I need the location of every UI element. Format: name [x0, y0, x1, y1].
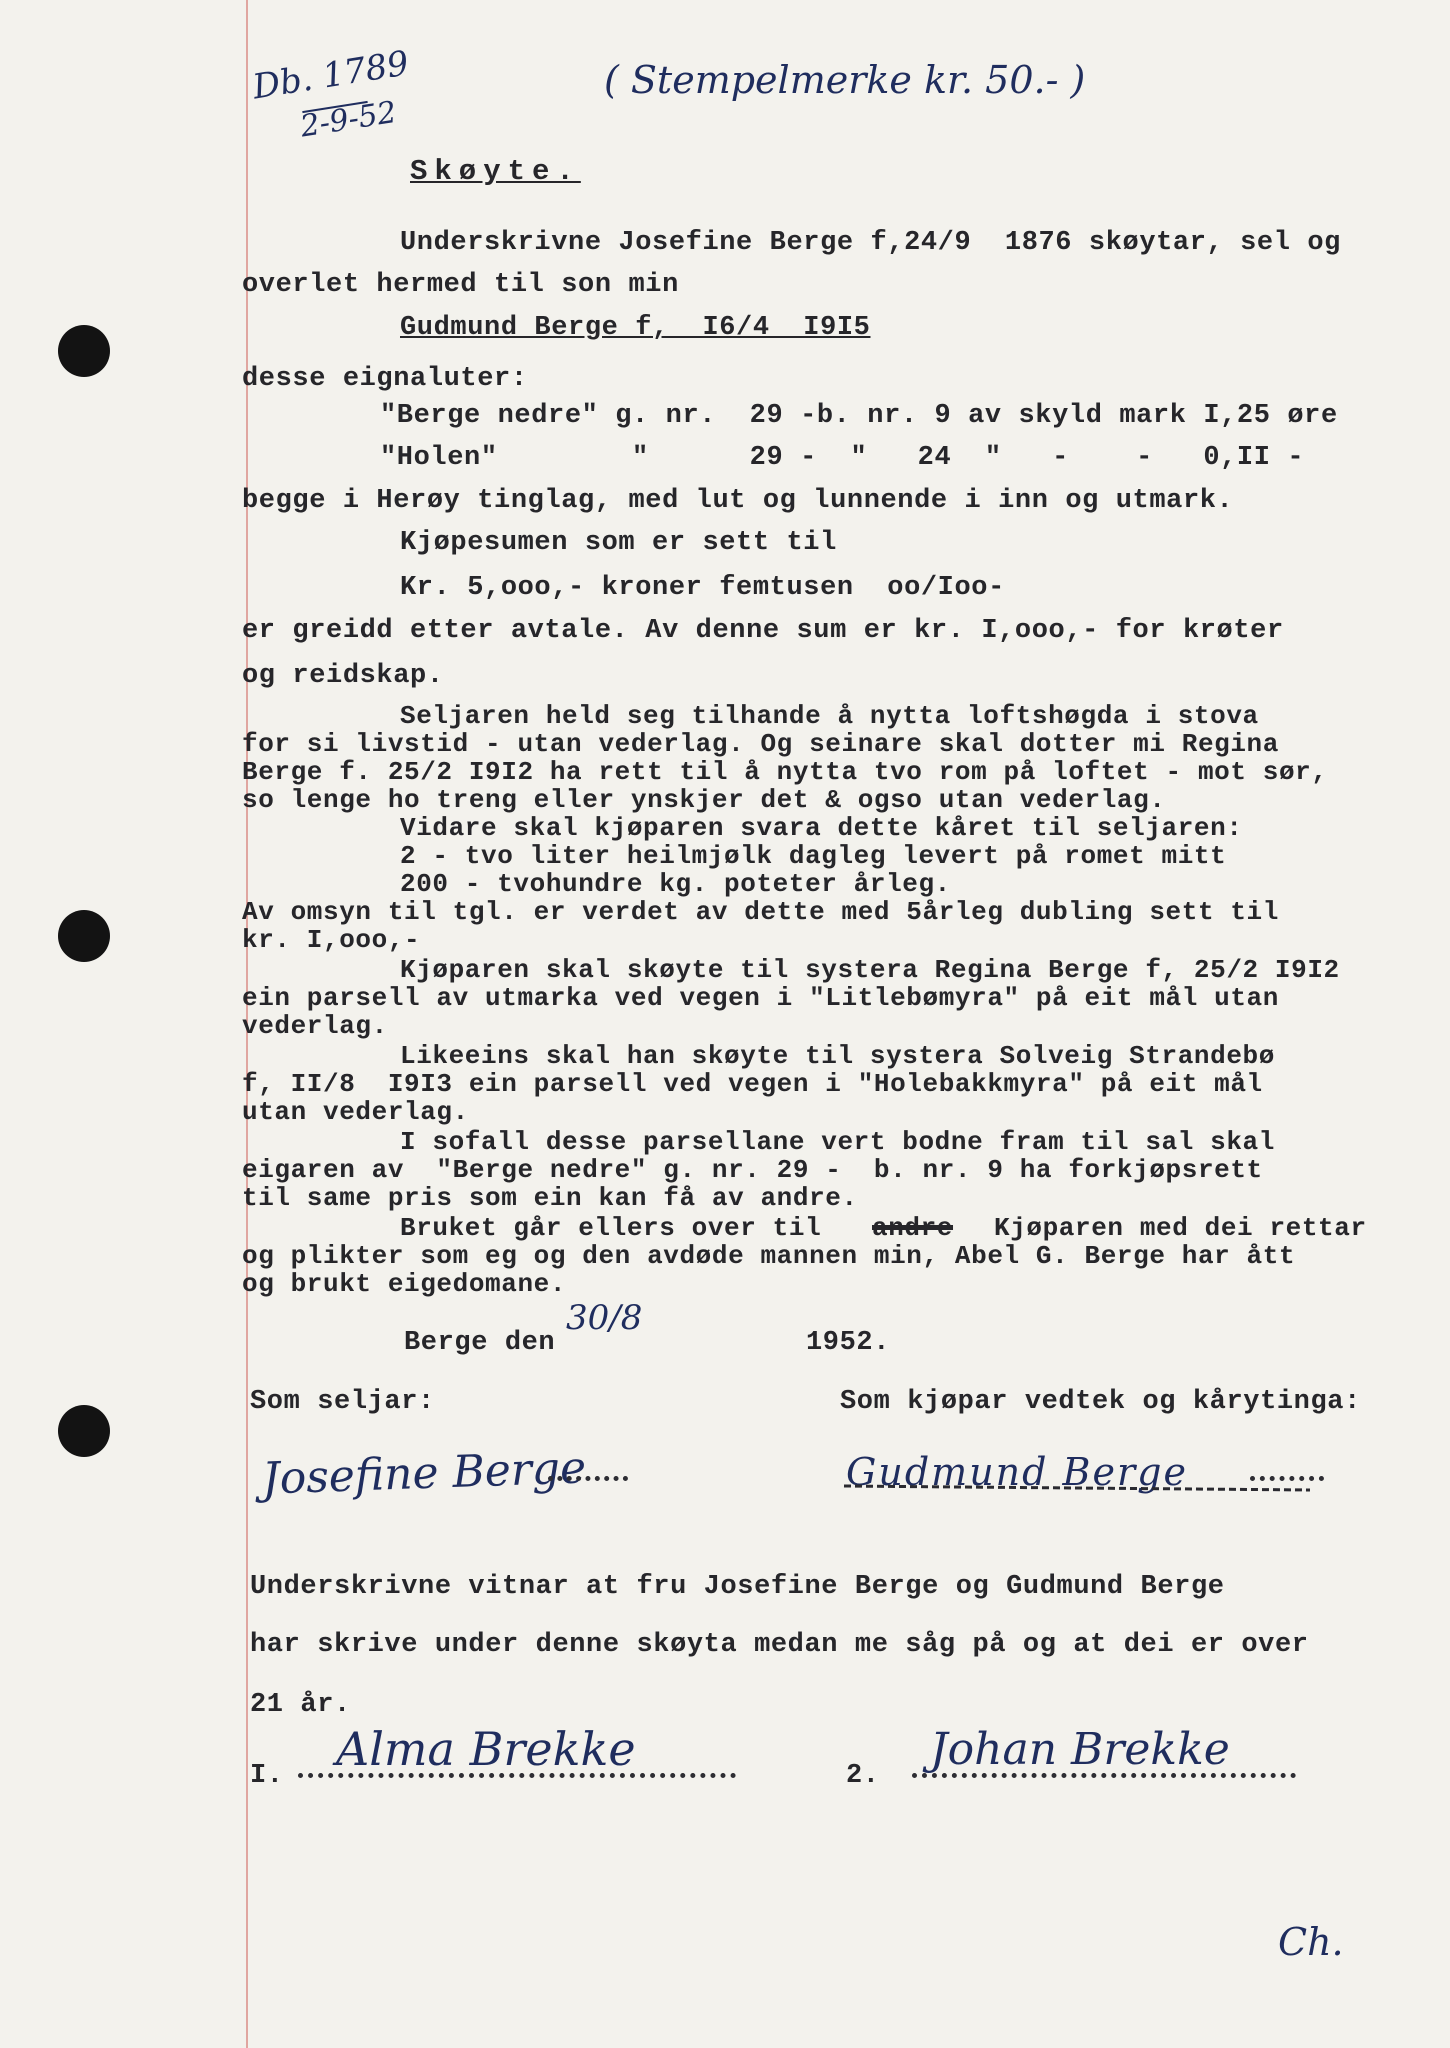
- body-line: f, II/8 I9I3 ein parsell ved vegen i "Holebakkmyra" på eit mål: [242, 1069, 1263, 1099]
- body-line: vederlag.: [242, 1011, 388, 1041]
- body-line: Kjøparen med dei rettar: [994, 1213, 1367, 1243]
- purchase-sum-line: Kr. 5,ooo,- kroner femtusen oo/Ioo-: [400, 573, 1005, 603]
- buyer-label: Som kjøpar vedtek og kårytinga:: [840, 1387, 1361, 1417]
- body-line: og brukt eigedomane.: [242, 1269, 567, 1299]
- body-line: Av omsyn til tgl. er verdet av dette med 5årleg dubling sett til: [242, 897, 1279, 927]
- body-line: Vidare skal kjøparen svara dette kåret til seljaren:: [400, 813, 1243, 843]
- handwritten-date: 30/8: [566, 1298, 643, 1338]
- witness1-signature: Alma Brekke: [336, 1722, 636, 1776]
- body-line: til same pris som ein kan få av andre.: [242, 1183, 858, 1213]
- body-line: kr. I,ooo,-: [242, 925, 421, 955]
- body-line: eigaren av "Berge nedre" g. nr. 29 - b. nr. 9 ha forkjøpsrett: [242, 1155, 1263, 1185]
- stamp-fee-note: ( Stempelmerke kr. 50.- ): [604, 58, 1086, 102]
- body-line: so lenge ho treng eller ynskjer det & ogso utan vederlag.: [242, 785, 1166, 815]
- body-line: Underskrivne Josefine Berge f,24/9 1876 skøytar, sel og: [400, 228, 1341, 258]
- signature-dots: [548, 1476, 628, 1481]
- body-line: Kjøpesumen som er sett til: [400, 528, 837, 558]
- reference-number: Db. 1789: [250, 43, 412, 108]
- signature-strikethrough-icon: [840, 1452, 1320, 1512]
- year-label: 1952.: [806, 1328, 891, 1358]
- body-line: og reidskap.: [242, 661, 444, 691]
- body-line: Seljaren held seg tilhande å nytta loftshøgda i stova: [400, 701, 1259, 731]
- body-line: I sofall desse parsellane vert bodne fram til sal skal: [400, 1127, 1275, 1157]
- body-line: Bruket går ellers over til: [400, 1213, 822, 1243]
- body-line: begge i Herøy tinglag, med lut og lunnende i inn og utmark.: [242, 486, 1234, 516]
- signature-dots: [1250, 1476, 1324, 1481]
- seller-signature: Josefine Berge: [261, 1442, 587, 1505]
- punch-hole: [58, 1405, 110, 1457]
- witness-line: har skrive under denne skøyta medan me såg på og at dei er over: [250, 1630, 1309, 1660]
- witness-line: Underskrivne vitnar at fru Josefine Berge og Gudmund Berge: [250, 1572, 1225, 1602]
- body-line: Likeeins skal han skøyte til systera Solveig Strandebø: [400, 1041, 1275, 1071]
- property-line: "Holen" " 29 - " 24 " - - 0,II -: [380, 443, 1305, 473]
- signature-dots: [298, 1773, 736, 1778]
- buyer-name-line: Gudmund Berge f, I6/4 I9I5: [400, 313, 871, 343]
- body-line: og plikter som eg og den avdøde mannen min, Abel G. Berge har ått: [242, 1241, 1296, 1271]
- body-line: desse eignaluter:: [242, 364, 528, 394]
- witness-number-1: I.: [250, 1761, 284, 1791]
- punch-hole: [58, 910, 110, 962]
- reference-date: 2-9-52: [298, 94, 399, 145]
- body-line: utan vederlag.: [242, 1097, 469, 1127]
- witness-line: 21 år.: [250, 1690, 351, 1720]
- body-line: Kjøparen skal skøyte til systera Regina Berge f, 25/2 I9I2: [400, 955, 1340, 985]
- body-line: overlet hermed til son min: [242, 270, 679, 300]
- buyer-signature: Gudmund Berge: [846, 1450, 1188, 1494]
- body-line: Berge f. 25/2 I9I2 ha rett til å nytta tvo rom på loftet - mot sør,: [242, 757, 1328, 787]
- body-line: 2 - tvo liter heilmjølk dagleg levert på romet mitt: [400, 841, 1227, 871]
- body-line: er greidd etter avtale. Av denne sum er kr. I,ooo,- for krøter: [242, 616, 1284, 646]
- body-line: 200 - tvohundre kg. poteter årleg.: [400, 869, 951, 899]
- witness-number-2: 2.: [846, 1761, 880, 1791]
- seller-label: Som seljar:: [250, 1387, 435, 1417]
- struck-word: andre: [872, 1213, 954, 1243]
- signature-dots: [912, 1773, 1296, 1778]
- punch-hole: [58, 325, 110, 377]
- property-line: "Berge nedre" g. nr. 29 -b. nr. 9 av skyld mark I,25 øre: [380, 401, 1338, 431]
- document-title: Skøyte.: [410, 155, 581, 188]
- witness2-signature: Johan Brekke: [930, 1724, 1230, 1775]
- handwritten-initials: Ch.: [1278, 1920, 1344, 1964]
- place-label: Berge den: [404, 1328, 556, 1358]
- body-line: ein parsell av utmarka ved vegen i "Litlebømyra" på eit mål utan: [242, 983, 1279, 1013]
- body-line: for si livstid - utan vederlag. Og seinare skal dotter mi Regina: [242, 729, 1279, 759]
